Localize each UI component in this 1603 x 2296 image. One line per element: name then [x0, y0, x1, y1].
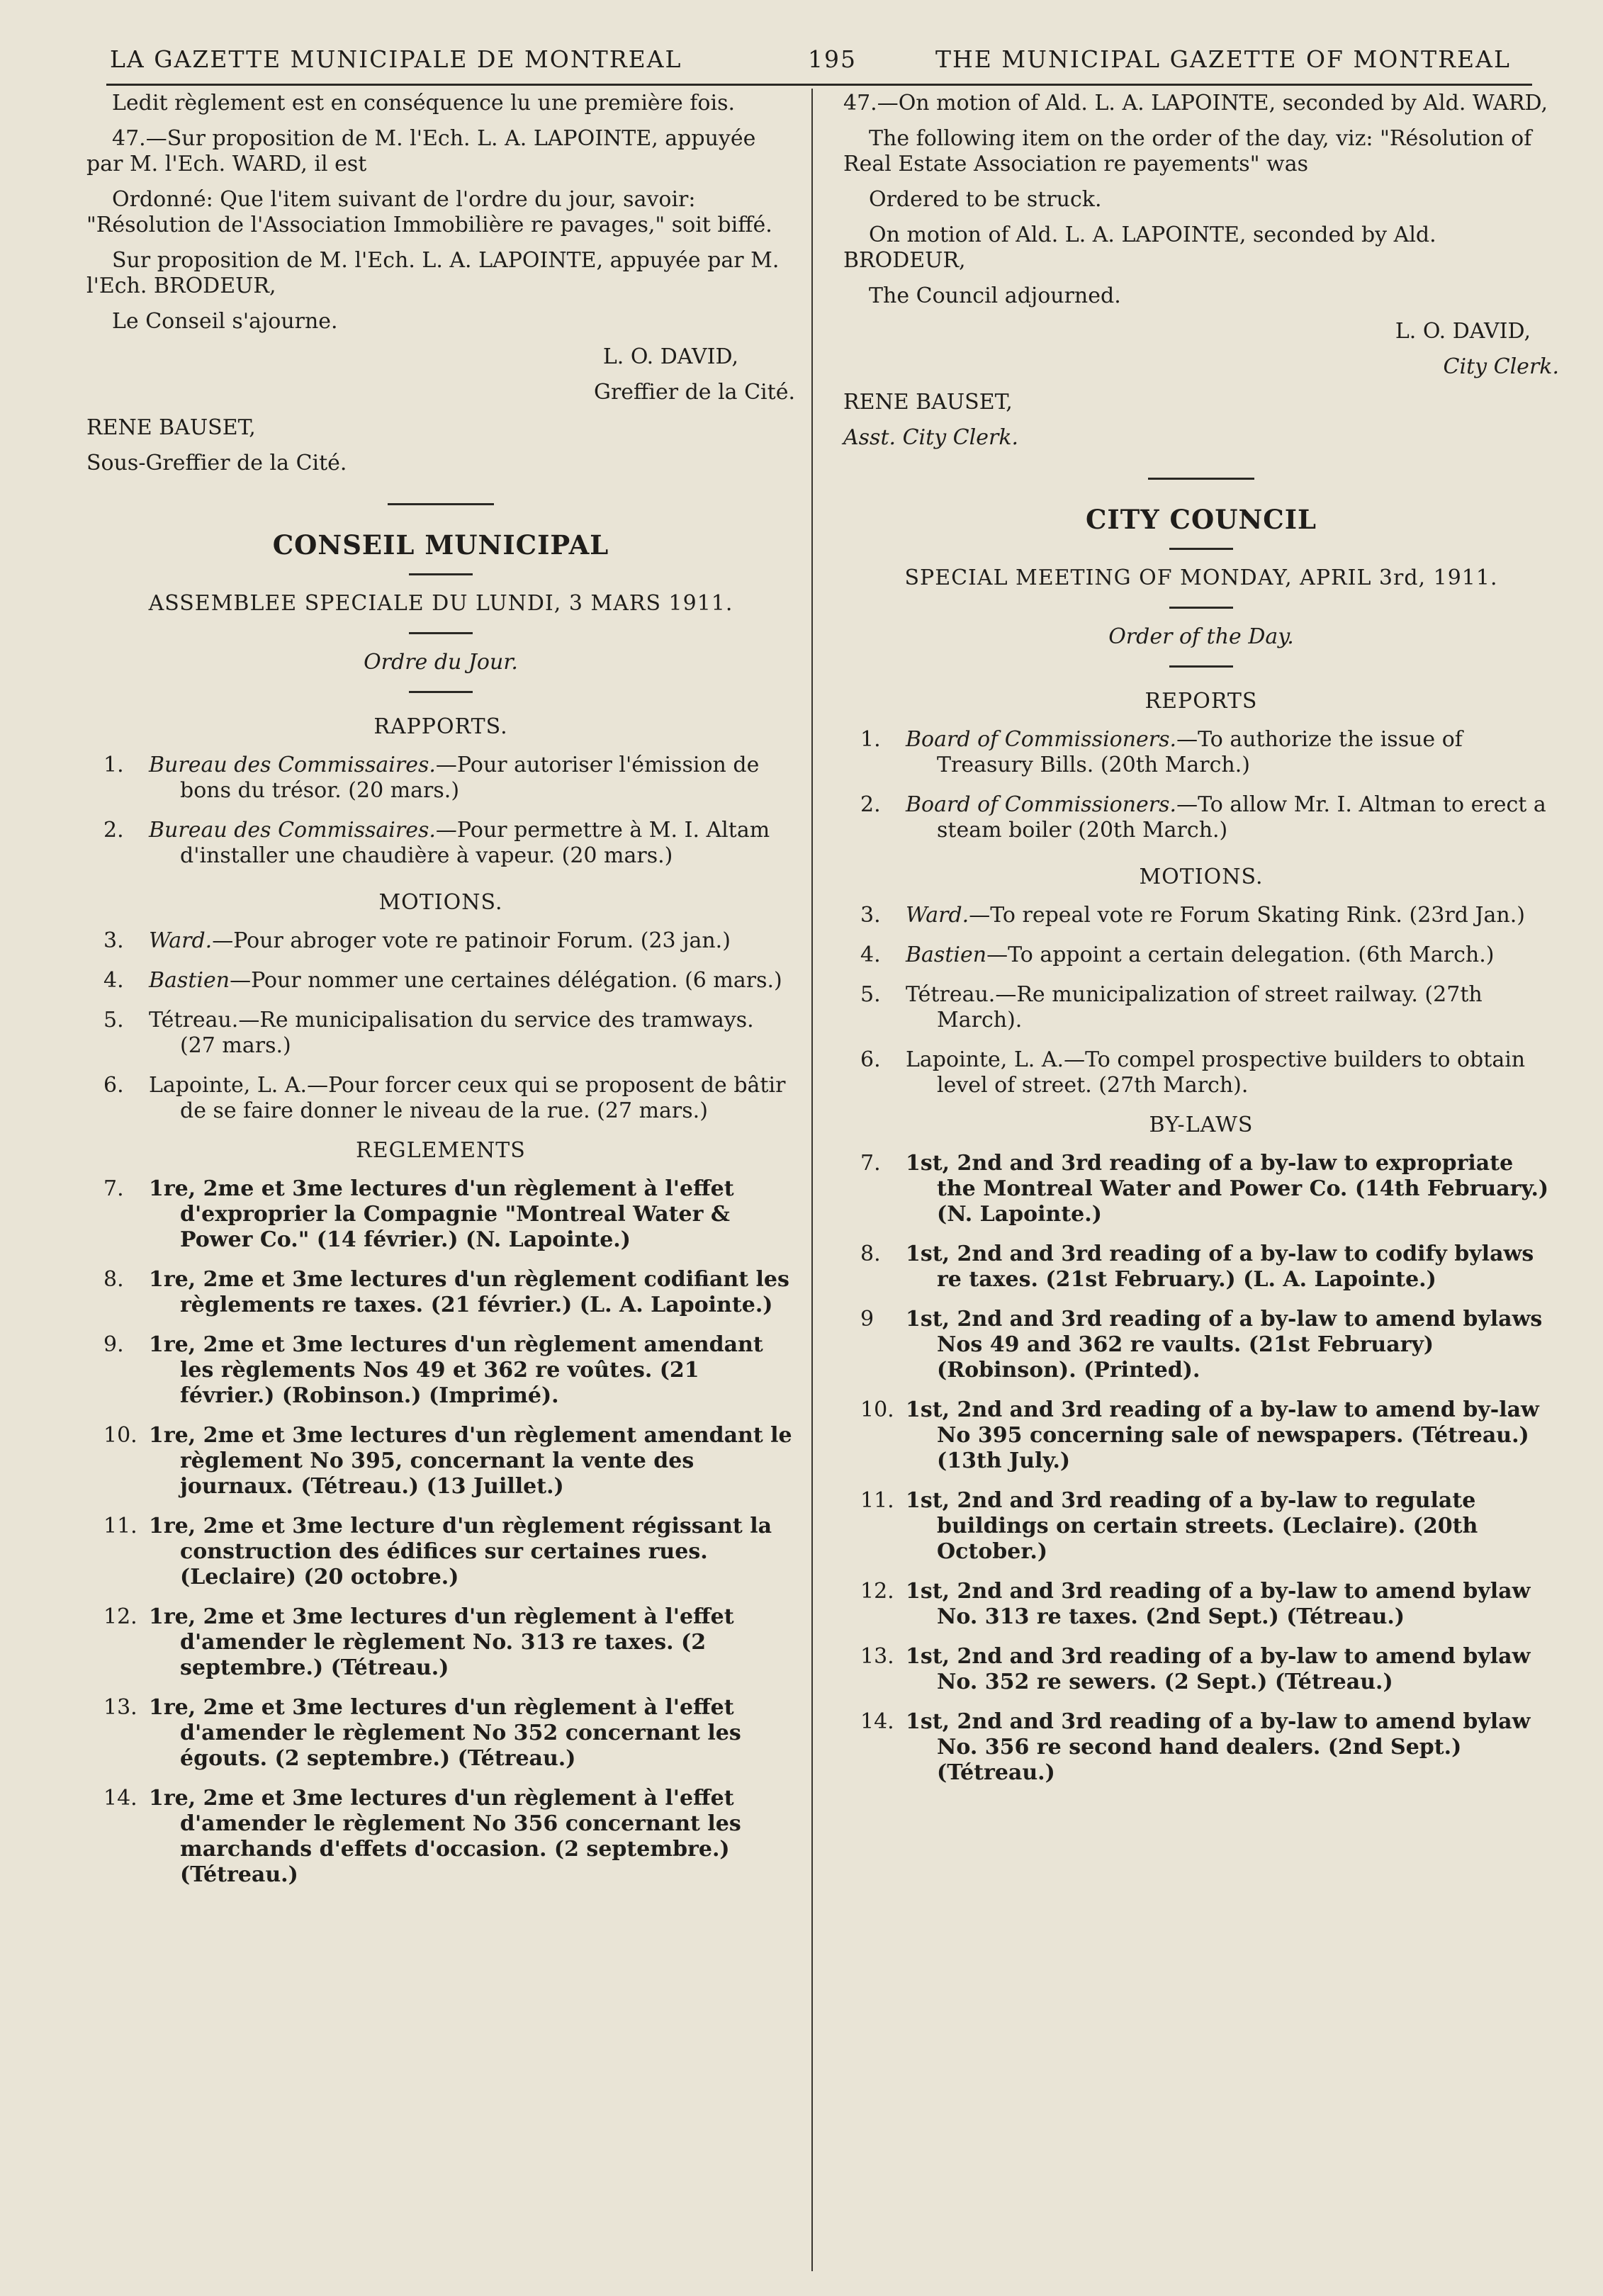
fr-item-text [149, 818, 795, 869]
en-item [843, 1644, 1559, 1695]
fr-rule-4 [409, 691, 473, 693]
fr-item-num: 14. [103, 1786, 137, 1811]
fr-item-num: 5. [103, 1008, 124, 1032]
en-item-num: 13. [860, 1644, 894, 1669]
fr-adjourn: Le Conseil s'ajourne. [112, 309, 338, 334]
en-item-body: —To authorize the issue of Treasury Bills. (20th March.) [937, 727, 1463, 777]
en-item-body: Lapointe, L. A.—To compel prospective builders to obtain level of street. (27th March). [906, 1047, 1526, 1098]
fr-order-of-day: Ordre du Jour. [364, 650, 518, 675]
fr-item-num: 2. [103, 818, 124, 843]
en-bylaws-heading: BY-LAWS [1149, 1113, 1254, 1137]
en-item-lead: Bastien [906, 942, 987, 967]
fr-item-body: 1re, 2me et 3me lectures d'un règlement à l'effet d'amender le règlement No 356 concernant les marchands d'effets d'occasion. (2 septembre.) (Tétreau.) [149, 1786, 741, 1887]
en-asst-title: Asst. City Clerk. [843, 425, 1019, 450]
fr-item [86, 1604, 795, 1681]
fr-item-body: 1re, 2me et 3me lecture d'un règlement régissant la construction des édifices sur certaines rues. (Leclaire) (20 octobre.) [149, 1514, 772, 1589]
fr-item-num: 3. [103, 928, 124, 953]
fr-item [86, 928, 795, 954]
en-order-of-day: Order of the Day. [1108, 624, 1294, 649]
fr-proposition: Sur proposition de M. l'Ech. L. A. LAPOINTE, appuyée par M. l'Ech. BRODEUR, [86, 248, 780, 298]
en-item-text [906, 903, 1559, 928]
fr-item-body: 1re, 2me et 3me lectures d'un règlement à l'effet d'amender le règlement No. 313 re taxes. (2 septembre.) (Tétreau.) [149, 1604, 734, 1680]
fr-ordonne: Ordonné: Que l'item suivant de l'ordre du jour, savoir: "Résolution de l'Association Immobilière re pavages," soit biffé. [86, 187, 772, 237]
en-clerk-name: L. O. DAVID, [1395, 319, 1531, 344]
fr-item-body: 1re, 2me et 3me lectures d'un règlement à l'effet d'amender le règlement No 352 concernant les égouts. (2 septembre.) (Tétreau.) [149, 1695, 741, 1771]
en-item-num: 11. [860, 1488, 894, 1513]
fr-item [86, 1176, 795, 1253]
fr-item [86, 1332, 795, 1409]
en-rule-1 [1148, 478, 1254, 480]
fr-clerk-title: Greffier de la Cité. [593, 380, 795, 405]
en-item-body: —To allow Mr. I. Altman to erect a steam boiler (20th March.) [937, 792, 1546, 843]
en-item-num: 3. [860, 903, 881, 928]
en-motions-heading: MOTIONS. [1139, 865, 1264, 889]
en-motion-47: 47.—On motion of Ald. L. A. LAPOINTE, seconded by Ald. WARD, [843, 91, 1548, 116]
column-divider [811, 89, 813, 2271]
en-item-body: 1st, 2nd and 3rd reading of a by-law to amend bylaws Nos 49 and 362 re vaults. (21st February) (Robinson). (Printed). [906, 1307, 1543, 1383]
fr-item-body: 1re, 2me et 3me lectures d'un règlement amendant les règlements Nos 49 et 362 re voûtes. (21 février.) (Robinson.) (Imprimé). [149, 1332, 763, 1408]
en-item-body: —To repeal vote re Forum Skating Rink. (23rd Jan.) [969, 903, 1525, 928]
fr-item-num: 9. [103, 1332, 124, 1357]
fr-item-body: Lapointe, L. A.—Pour forcer ceux qui se proposent de bâtir de se faire donner le niveau de la rue. (27 mars.) [149, 1073, 786, 1123]
fr-rule-2 [409, 573, 473, 575]
fr-item-body: —Pour autoriser l'émission de bons du trésor. (20 mars.) [180, 753, 760, 803]
fr-item [86, 1786, 795, 1888]
fr-item-text [149, 968, 795, 994]
fr-bylaws-heading: REGLEMENTS [356, 1138, 526, 1163]
en-item-lead: Ward. [906, 903, 969, 928]
en-item [843, 1307, 1559, 1383]
header-right-title: THE MUNICIPAL GAZETTE OF MONTREAL [935, 45, 1511, 73]
fr-asst-title: Sous-Greffier de la Cité. [86, 451, 347, 475]
fr-item [86, 818, 795, 869]
fr-rule-1 [388, 503, 494, 505]
en-item-body: 1st, 2nd and 3rd reading of a by-law to amend bylaw No. 313 re taxes. (2nd Sept.) (Tétreau.) [906, 1579, 1531, 1629]
en-item [843, 942, 1559, 968]
fr-item-text [149, 928, 795, 954]
fr-motions-heading: MOTIONS. [378, 890, 503, 915]
fr-item-body: —Pour abroger vote re patinoir Forum. (23 jan.) [212, 928, 731, 953]
fr-item-num: 6. [103, 1073, 124, 1098]
fr-intro: Ledit règlement est en conséquence lu une première fois. [112, 91, 736, 116]
fr-item-lead: Bureau des Commissaires. [149, 753, 436, 777]
fr-item [86, 753, 795, 804]
fr-item-lead: Ward. [149, 928, 213, 953]
fr-item-body: 1re, 2me et 3me lectures d'un règlement à l'effet d'exproprier la Compagnie "Montreal Water & Power Co." (14 février.) (N. Lapointe.) [149, 1176, 734, 1252]
fr-item-body: Tétreau.—Re municipalisation du service des tramways. (27 mars.) [149, 1008, 754, 1058]
en-item-body: 1st, 2nd and 3rd reading of a by-law to amend bylaw No. 352 re sewers. (2 Sept.) (Tétreau.) [906, 1644, 1531, 1694]
fr-item [86, 1695, 795, 1772]
en-item [843, 903, 1559, 928]
en-item-num: 14. [860, 1709, 894, 1734]
en-item-num: 4. [860, 942, 881, 967]
en-item [843, 982, 1559, 1033]
fr-item [86, 1008, 795, 1059]
fr-item-lead: Bureau des Commissaires. [149, 818, 436, 843]
fr-item [86, 1267, 795, 1318]
fr-item-num: 12. [103, 1604, 137, 1629]
fr-item-num: 1. [103, 753, 124, 777]
en-item-num: 5. [860, 982, 881, 1007]
en-rule-3 [1169, 607, 1233, 609]
en-item-body: 1st, 2nd and 3rd reading of a by-law to expropriate the Montreal Water and Power Co. (14th February.) (N. Lapointe.) [906, 1151, 1549, 1227]
fr-item-num: 4. [103, 968, 124, 993]
en-item [843, 1047, 1559, 1098]
fr-item-body: 1re, 2me et 3me lectures d'un règlement codifiant les règlements re taxes. (21 février.) (L. A. Lapointe.) [149, 1267, 789, 1317]
en-council-title: CITY COUNCIL [1085, 504, 1317, 535]
en-item-text [906, 942, 1559, 968]
en-asst-name: RENE BAUSET, [843, 390, 1013, 415]
en-item-body: 1st, 2nd and 3rd reading of a by-law to amend by-law No 395 concerning sale of newspapers. (Tétreau.) (13th July.) [906, 1397, 1539, 1473]
fr-item-body: —Pour permettre à M. I. Altam d'installer une chaudière à vapeur. (20 mars.) [180, 818, 770, 868]
en-item [843, 792, 1559, 843]
fr-council-title: CONSEIL MUNICIPAL [272, 529, 609, 561]
fr-item [86, 1073, 795, 1124]
page-number: 195 [808, 45, 857, 73]
fr-item-body: 1re, 2me et 3me lectures d'un règlement amendant le règlement No 395, concernant la vente des journaux. (Tétreau.) (13 Juillet.) [149, 1423, 792, 1499]
header-left-title: LA GAZETTE MUNICIPALE DE MONTREAL [110, 45, 682, 73]
fr-clerk-name: L. O. DAVID, [602, 344, 738, 369]
en-item-num: 12. [860, 1579, 894, 1604]
fr-item [86, 968, 795, 994]
en-clerk-title: City Clerk. [1443, 354, 1559, 379]
en-item [843, 1151, 1559, 1227]
en-item-body: 1st, 2nd and 3rd reading of a by-law to amend bylaw No. 356 re second hand dealers. (2nd Sept.) (Tétreau.) [906, 1709, 1531, 1785]
en-item [843, 1397, 1559, 1474]
en-item-text [906, 727, 1559, 778]
en-meeting: SPECIAL MEETING OF MONDAY, APRIL 3rd, 1911. [904, 565, 1498, 590]
fr-rule-3 [409, 632, 473, 634]
en-item-text [906, 792, 1559, 843]
fr-item-num: 7. [103, 1176, 124, 1201]
en-item-num: 9 [860, 1307, 874, 1332]
fr-item-num: 13. [103, 1695, 137, 1720]
en-reports-heading: REPORTS [1144, 689, 1258, 714]
en-item-num: 1. [860, 727, 881, 752]
en-on-motion: On motion of Ald. L. A. LAPOINTE, seconded by Ald. BRODEUR, [843, 223, 1436, 273]
en-rule-4 [1169, 665, 1233, 668]
fr-item-lead: Bastien [149, 968, 230, 993]
fr-item-body: —Pour nommer une certaines délégation. (6 mars.) [230, 968, 782, 993]
en-item-num: 8. [860, 1242, 881, 1266]
en-item-body: 1st, 2nd and 3rd reading of a by-law to regulate buildings on certain streets. (Leclaire). (20th October.) [906, 1488, 1478, 1564]
en-item-num: 7. [860, 1151, 881, 1176]
fr-motion-47: 47.—Sur proposition de M. l'Ech. L. A. LAPOINTE, appuyée par M. l'Ech. WARD, il est [86, 126, 756, 176]
fr-item-num: 10. [103, 1423, 137, 1448]
en-item-body: —To appoint a certain delegation. (6th March.) [986, 942, 1495, 967]
en-ordered: Ordered to be struck. [869, 187, 1102, 212]
en-item [843, 1488, 1559, 1565]
fr-item-num: 11. [103, 1514, 137, 1538]
en-item-body: 1st, 2nd and 3rd reading of a by-law to codify bylaws re taxes. (21st February.) (L. A. Lapointe.) [906, 1242, 1534, 1292]
french-column [86, 91, 795, 1902]
en-following: The following item on the order of the day, viz: "Résolution of Real Estate Association re payements" was [843, 126, 1532, 176]
fr-item-num: 8. [103, 1267, 124, 1292]
header-rule [106, 84, 1532, 86]
fr-asst-name: RENE BAUSET, [86, 415, 256, 440]
en-item-num: 6. [860, 1047, 881, 1072]
fr-item-text [149, 753, 795, 804]
fr-meeting: ASSEMBLEE SPECIALE DU LUNDI, 3 MARS 1911. [148, 591, 733, 616]
en-item [843, 1242, 1559, 1293]
fr-item [86, 1423, 795, 1499]
english-column [843, 91, 1559, 1800]
en-item-num: 2. [860, 792, 881, 817]
en-item-body: Tétreau.—Re municipalization of street railway. (27th March). [906, 982, 1483, 1032]
en-adjourned: The Council adjourned. [869, 283, 1121, 308]
en-item [843, 727, 1559, 778]
en-item-lead: Board of Commissioners. [906, 792, 1177, 817]
en-item-num: 10. [860, 1397, 894, 1422]
en-item [843, 1579, 1559, 1630]
en-rule-2 [1169, 548, 1233, 550]
en-item-lead: Board of Commissioners. [906, 727, 1177, 752]
en-item [843, 1709, 1559, 1786]
fr-reports-heading: RAPPORTS. [373, 714, 508, 739]
fr-item [86, 1514, 795, 1590]
